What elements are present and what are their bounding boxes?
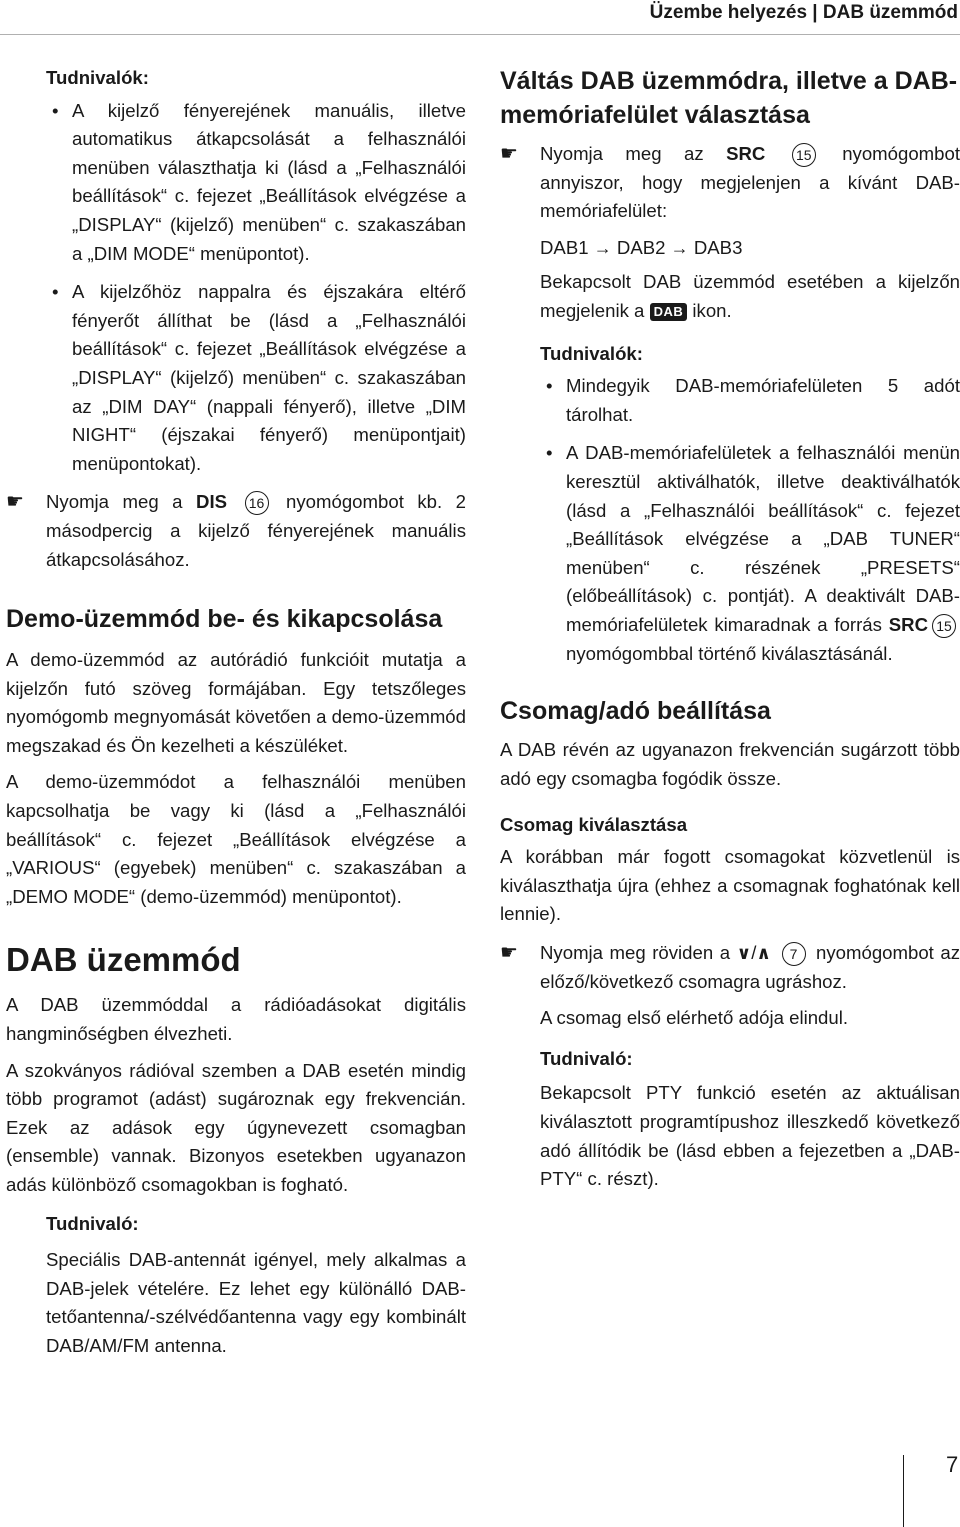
page-number: 7 — [946, 1452, 959, 1477]
dab-logo-icon: DAB — [650, 303, 688, 321]
footer-divider — [903, 1455, 904, 1527]
callout-number: 7 — [782, 942, 806, 966]
tip-text: Speciális DAB-antennát igényel, mely alkalmas a DAB-jelek vételére. Ez lehet egy különálló DAB-tetőantenna/-szélvédőantenna vagy egy kombinált DAB/AM/FM antenna. — [46, 1249, 466, 1356]
tip-label: Tudnivalók: — [540, 342, 643, 364]
tip-bullets — [6, 97, 466, 479]
running-header: Üzembe helyezés | DAB üzemmód — [649, 2, 958, 23]
tip-label: Tudnivaló: — [540, 1047, 633, 1069]
arrow-right-icon: → — [593, 237, 612, 258]
section-heading-ensemble: Csomag/adó beállítása — [500, 697, 771, 726]
tip-label: Tudnivaló: — [46, 1212, 139, 1234]
callout-number: 15 — [792, 143, 816, 167]
paragraph: A demo-üzemmódot a felhasználói menüben kapcsolhatja be vagy ki (lásd a „Felhasználói beállítások“ c. fejezet „Beállítások elvégzése a „VARIOUS“ (egyebek) menüben“ c. szakaszában a „DEMO MODE“ (demo-üzemmód) menüpontot). — [6, 771, 466, 907]
chevron-down-icon: ∨ — [736, 943, 752, 964]
src-button-label: SRC — [888, 613, 928, 635]
dis-instruction: ☛ Nyomja meg a DIS 16 nyomógombot kb. 2 másodpercig a kijelző fényerejének manuális átkapcsolásához. — [6, 491, 466, 570]
left-column — [6, 64, 466, 1361]
dab-sequence: DAB1 → DAB2 → DAB3 — [540, 236, 743, 258]
src-button-label: SRC — [726, 143, 766, 164]
dab-on-note: Bekapcsolt DAB üzemmód esetében a kijelzőn megjelenik a DAB ikon. — [540, 271, 960, 321]
section-heading-demo: Demo-üzemmód be- és kikapcsolása — [6, 605, 443, 634]
bullet-icon: • — [52, 281, 59, 303]
pointing-hand-icon: ☛ — [500, 143, 518, 165]
callout-number: 16 — [245, 491, 269, 515]
arrow-right-icon: → — [670, 237, 689, 258]
section-heading-switch: Váltás DAB üzemmódra, illetve a DAB-memóriafelület választása — [500, 67, 958, 129]
bullet-icon: • — [546, 375, 553, 397]
paragraph: A korábban már fogott csomagokat közvetlenül is kiválaszthatja újra (ehhez a csomagnak foghatónak kell lennie). — [500, 846, 960, 925]
subheading-select: Csomag kiválasztása — [500, 814, 688, 836]
list-item: • A kijelző fényerejének manuális, illetve automatikus átkapcsolását a felhasználói menüben választhatja ki (lásd a „Felhasználói beállítások“ c. fejezet „Beállítások elvégzése a „DISPLAY“ (kijelző) menüben“ c. szakaszában a „DIM MODE“ menüpontot). — [6, 97, 466, 269]
tip-bullets — [500, 372, 960, 668]
bullet-icon: • — [546, 442, 553, 464]
bullet-icon: • — [52, 99, 59, 121]
section-heading-dab: DAB üzemmód — [6, 941, 241, 979]
tip-label: Tudnivalók: — [46, 67, 149, 88]
right-column — [500, 64, 960, 1194]
paragraph: A demo-üzemmód az autórádió funkcióit mutatja a kijelzőn futó szöveg formájában. Egy tetszőleges nyomógomb megnyomását követően a demo-üzemmód megszakad és Ön kezelheti a készüléket. — [6, 649, 466, 756]
paragraph: A DAB révén az ugyanazon frekvencián sugárzott több adó egy csomagba fogódik össze. — [500, 739, 960, 789]
list-item: • Mindegyik DAB-memóriafelületen 5 adót tárolhat. — [500, 372, 960, 429]
list-item: • A kijelzőhöz nappalra és éjszakára eltérő fényerőt állíthat be (lásd a „Felhasználói beállítások“ c. fejezet „Beállítások elvégzése a „DISPLAY“ (kijelző) menüben“ c. szakaszában az „DIM DAY“ (nappali fényerő), illetve „DIM NIGHT“ (éjszakai fényerő) menüpontjait) menüpontokat). — [6, 278, 466, 478]
pointing-hand-icon: ☛ — [500, 942, 518, 965]
header-divider — [0, 34, 960, 35]
callout-number: 15 — [932, 614, 956, 638]
src-instruction: ☛ Nyomja meg az SRC 15 nyomógombot annyiszor, hogy megjelenjen a kívánt DAB-memóriafelület: — [500, 143, 960, 222]
tip-text: Bekapcsolt PTY funkció esetén az aktuálisan kiválasztott programtípushoz illeszkedő következő adó állítódik be (lásd ebben a fejezetben a „DAB-PTY“ c. részt). — [540, 1082, 960, 1190]
paragraph: A szokványos rádióval szemben a DAB esetén mindig több programot (adást) sugároznak egy frekvencián. Ezek az adások egy úgynevezett csomagban (ensemble) vannak. Bizonyos esetekben ugyanazon adás különböző csomagokban is fogható. — [6, 1059, 466, 1195]
tip-block-3 — [500, 340, 960, 369]
nav-instruction: ☛ Nyomja meg röviden a ∨/∧ 7 nyomógombot az előző/következő csomagra ugráshoz. — [500, 942, 960, 992]
pointing-hand-icon: ☛ — [6, 491, 24, 514]
nav-result: A csomag első elérhető adója elindul. — [540, 1007, 849, 1029]
tip-block-1 — [6, 64, 466, 93]
dis-button-label: DIS — [196, 491, 228, 513]
tip-block-2 — [6, 1210, 466, 1361]
tip-block-4 — [500, 1045, 960, 1194]
paragraph: A DAB üzemmóddal a rádióadásokat digitális hangminőségben élvezheti. — [6, 994, 466, 1045]
chevron-up-icon: ∧ — [756, 943, 771, 964]
list-item: • A DAB-memóriafelületek a felhasználói menün keresztül aktiválhatók, illetve deaktiválhatók (lásd a „Felhasználói beállítások“ c. fejezet „Beállítások elvégzése a „DAB TUNER“ menüben“ c. részének „PRESETS“ (előbeállítások) c. pontját). A deaktivált DAB-memóriafelületek kimaradnak a forrás SRC 15 nyomógombbal történő kiválasztásánál. — [500, 439, 960, 668]
